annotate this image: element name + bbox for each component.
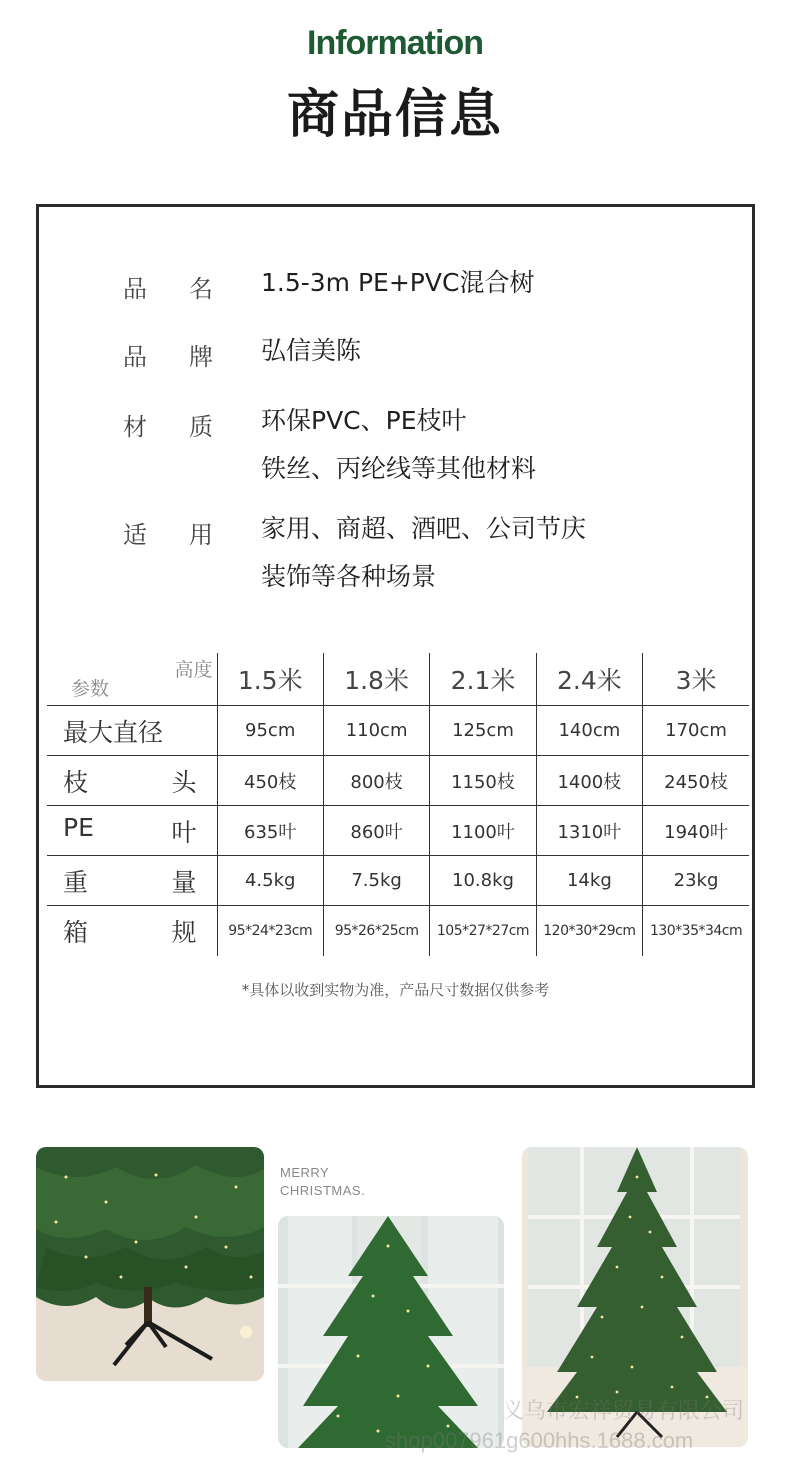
info-label: 适 用 (123, 521, 213, 549)
info-value: 弘信美陈 (261, 336, 362, 365)
spec-cell: 14kg (536, 856, 642, 906)
row-label: 最大直径 (47, 706, 217, 756)
info-value: 1.5-3m PE+PVC混合树 (261, 268, 535, 297)
corner-label-param: 参数 (71, 678, 110, 700)
spec-cell: 95*26*25cm (323, 906, 429, 956)
spec-table (47, 653, 749, 956)
spec-cell: 1310叶 (536, 806, 642, 856)
height-header: 1.8米 (323, 653, 429, 706)
spec-cell: 4.5kg (217, 856, 323, 906)
info-label: 品 牌 (123, 343, 213, 371)
info-value: 环保PVC、PE枝叶 铁丝、丙纶线等其他材料 (261, 406, 537, 483)
spec-cell: 130*35*34cm (649, 922, 743, 939)
row-label: 重 量 (47, 856, 217, 906)
spec-cell: 170cm (643, 706, 749, 756)
row-label: PE 叶 (47, 806, 217, 856)
spec-cell: 2450枝 (643, 756, 749, 806)
spec-cell: 120*30*29cm (536, 906, 642, 956)
info-label: 材 质 (123, 413, 213, 441)
spec-cell: 800枝 (323, 756, 429, 806)
spec-cell: 450枝 (217, 756, 323, 806)
spec-cell: 95cm (217, 706, 323, 756)
spec-row-box-size (47, 906, 749, 956)
section-title-cn: 商品信息 (286, 85, 503, 145)
corner-label-height: 高度 (174, 659, 213, 681)
spec-cell: 140cm (536, 706, 642, 756)
info-label: 品 名 (123, 275, 213, 303)
info-value: 家用、商超、酒吧、公司节庆 装饰等各种场景 (261, 514, 587, 591)
spec-cell: 1400枝 (536, 756, 642, 806)
spec-cell: 1150枝 (430, 756, 536, 806)
spec-cell: 10.8kg (430, 856, 536, 906)
disclaimer-note: *具体以收到实物为准，产品尺寸数据仅供参考 (241, 981, 550, 999)
spec-cell: 125cm (430, 706, 536, 756)
spec-cell: 105*27*27cm (430, 906, 536, 956)
watermark-shop-url: shop007961g600hhs.1688.com (385, 1428, 694, 1453)
spec-cell: 860叶 (323, 806, 429, 856)
spec-cell: 7.5kg (323, 856, 429, 906)
corner-cell (47, 653, 217, 706)
tree-closeup-photo (36, 1147, 264, 1381)
spec-row-pe-leaves (47, 806, 749, 856)
watermark-company: 义乌市宏祥贸易有限公司 (502, 1398, 745, 1423)
spec-cell: 23kg (643, 856, 749, 906)
height-header: 2.4米 (536, 653, 642, 706)
row-label: 枝 头 (47, 756, 217, 806)
height-header: 3米 (643, 653, 749, 706)
spec-cell: 1100叶 (430, 806, 536, 856)
spec-header-row (47, 653, 749, 706)
spec-row-branches (47, 756, 749, 806)
spec-cell: 1940叶 (643, 806, 749, 856)
merry-christmas-caption: MERRY CHRISTMAS. (280, 1165, 366, 1198)
spec-row-weight (47, 856, 749, 906)
spec-cell: 635叶 (217, 806, 323, 856)
height-header: 1.5米 (217, 653, 323, 706)
tree-window-photo (278, 1216, 504, 1448)
spec-cell: 110cm (323, 706, 429, 756)
section-title-en: Information (307, 24, 483, 62)
row-label: 箱 规 (47, 906, 217, 956)
spec-cell: 95*24*23cm (217, 906, 323, 956)
product-info-panel (36, 204, 755, 1088)
spec-row-diameter (47, 706, 749, 756)
height-header: 2.1米 (430, 653, 536, 706)
